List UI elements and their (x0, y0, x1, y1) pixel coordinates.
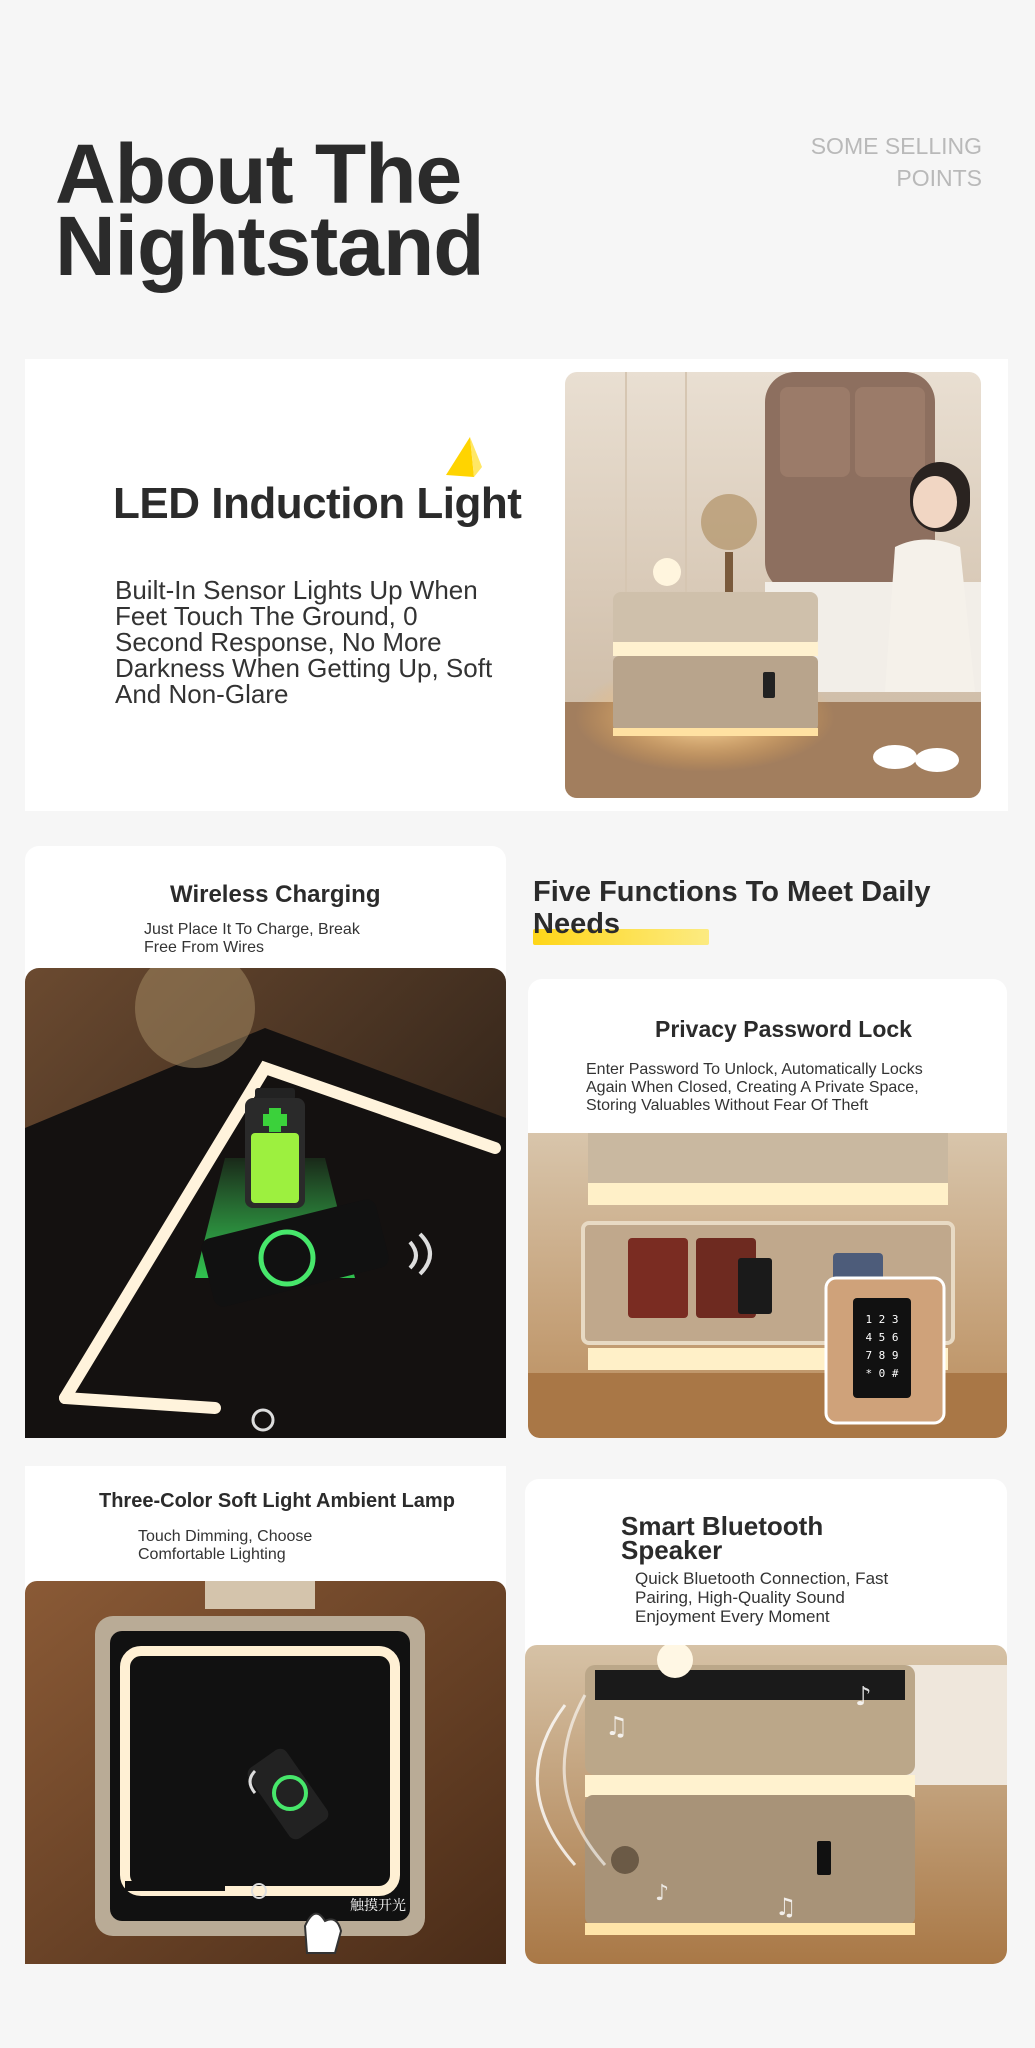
keypad-row-2: 4 5 6 (865, 1331, 899, 1344)
bluetooth-speaker-card (525, 1479, 1007, 1964)
led-title: LED Induction Light (113, 479, 522, 528)
selling-points-label: SOME SELLING POINTS (810, 133, 982, 191)
speaker-title: Smart Bluetooth Speaker (621, 1511, 824, 1565)
music-note-icon: ♫ (605, 1712, 629, 1742)
page-title: About The Nightstand (55, 127, 484, 293)
ambient-title: Three-Color Soft Light Ambient Lamp (99, 1490, 455, 1512)
led-description: Built-In Sensor Lights Up When Feet Touch The Ground, 0 Second Response, No More Darkness When Getting Up, Soft And Non-Glare (115, 575, 493, 709)
ambient-description: Touch Dimming, Choose Comfortable Lighting (138, 1528, 313, 1563)
speaker-description: Quick Bluetooth Connection, Fast Pairing, High-Quality Sound Enjoyment Every Moment (635, 1569, 889, 1626)
ambient-lamp-photo (25, 1581, 506, 1964)
ambient-lamp-card (25, 1466, 506, 1964)
five-functions-title: Five Functions To Meet Daily Needs (533, 876, 931, 940)
music-note-icon: ♪ (855, 1682, 872, 1712)
wireless-description: Just Place It To Charge, Break Free From Wires (144, 921, 360, 956)
wireless-charging-photo (25, 968, 506, 1438)
bluetooth-speaker-photo (525, 1645, 1007, 1964)
privacy-description: Enter Password To Unlock, Automatically Locks Again When Closed, Creating A Private Space, Storing Valuables Without Fear Of Theft (586, 1061, 923, 1114)
privacy-lock-card (528, 979, 1007, 1438)
privacy-title: Privacy Password Lock (655, 1016, 912, 1042)
safe-drawer-photo (528, 1133, 1007, 1438)
keypad-row-4: * 0 # (865, 1367, 899, 1380)
wireless-charging-card (25, 846, 506, 1438)
wireless-title: Wireless Charging (170, 881, 381, 908)
keypad-row-1: 1 2 3 (865, 1313, 899, 1326)
led-induction-card (25, 359, 1008, 811)
keypad-row-3: 7 8 9 (865, 1349, 899, 1362)
music-note-icon: ♪ (655, 1881, 670, 1906)
music-note-icon: ♫ (775, 1893, 797, 1921)
touch-light-label: 触摸开光 (350, 1898, 406, 1914)
bedroom-nightstand-photo (565, 372, 981, 798)
page-header (0, 0, 1035, 340)
